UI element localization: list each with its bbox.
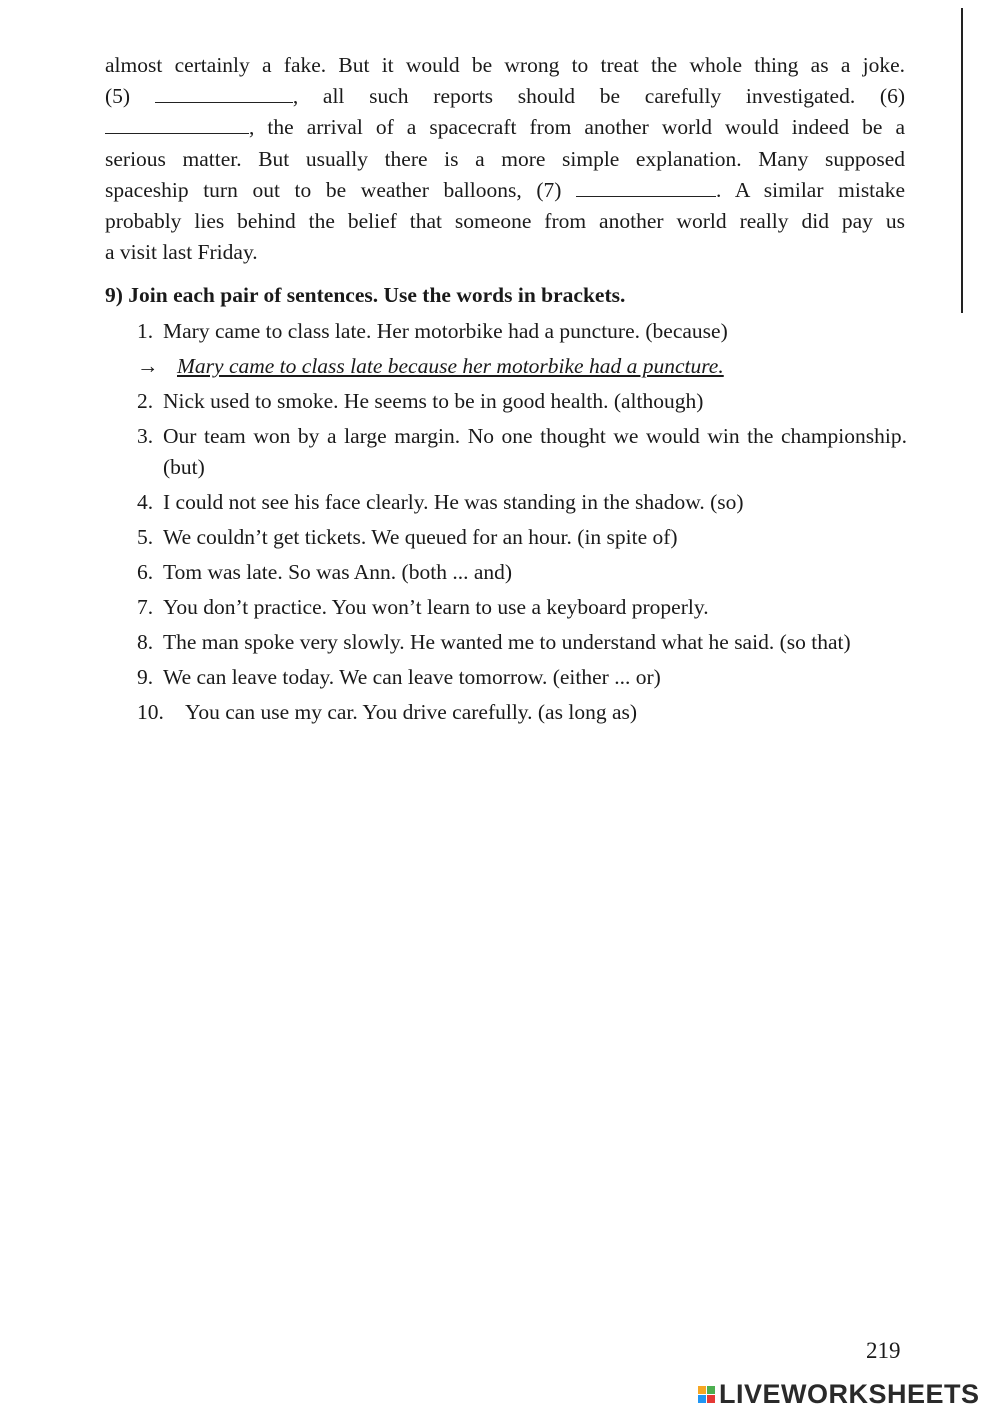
- item-text: We can leave today. We can leave tomorrow. (either ... or): [163, 665, 661, 689]
- item-text: You don’t practice. You won’t learn to use a keyboard properly.: [163, 595, 709, 619]
- exercise-item: [137, 662, 907, 693]
- passage-line: probably lies behind the belief that someone from another world really did pay us: [105, 209, 905, 234]
- item-number: 7.: [137, 595, 154, 619]
- item-text: Our team won by a large margin. No one thought we would win the championship. (but): [163, 424, 907, 479]
- exercise-title: 9) Join each pair of sentences. Use the words in brackets.: [105, 283, 626, 307]
- item-text: You can use my car. You drive carefully. (as long as): [185, 700, 638, 724]
- item-number: 6.: [137, 560, 154, 584]
- item-text: I could not see his face clearly. He was standing in the shadow. (so): [163, 490, 744, 514]
- item-number: 3.: [137, 424, 154, 448]
- exercise-item: [137, 697, 907, 728]
- item-number: 4.: [137, 490, 154, 514]
- logo-grid-icon: [698, 1386, 715, 1403]
- passage-text: , the arrival of a spacecraft from another world would indeed be a: [249, 115, 905, 140]
- exercise-item: [137, 592, 907, 623]
- exercise-item: [137, 557, 907, 588]
- item-text: Mary came to class late. Her motorbike had a puncture. (because): [163, 319, 728, 343]
- passage-text: (5): [105, 84, 155, 109]
- exercise-item: [137, 421, 907, 483]
- item-number: 5.: [137, 525, 154, 549]
- liveworksheets-logo[interactable]: [698, 1379, 980, 1409]
- logo-square: [698, 1386, 706, 1394]
- margin-rule: [961, 8, 963, 313]
- item-number: 10.: [137, 700, 164, 724]
- passage-line: serious matter. But usually there is a more simple explanation. Many supposed: [105, 146, 905, 171]
- passage-line: [105, 175, 905, 206]
- brand-name: LIVEWORKSHEETS: [719, 1378, 980, 1409]
- logo-square: [707, 1386, 715, 1394]
- exercise-list: [137, 316, 907, 732]
- passage-text: . A similar mistake: [716, 177, 905, 202]
- item-number: 1.: [137, 319, 154, 343]
- item-text: The man spoke very slowly. He wanted me to understand what he said. (so that): [163, 630, 851, 654]
- passage-line: [105, 112, 905, 143]
- passage-text: spaceship turn out to be weather balloons, (7): [105, 177, 577, 202]
- exercise-item: [137, 627, 907, 658]
- exercise-item: [137, 386, 907, 417]
- passage-line: almost certainly a fake. But it would be wrong to treat the whole thing as a joke.: [105, 53, 905, 77]
- example-answer: [137, 351, 907, 382]
- exercise-item: [137, 316, 907, 347]
- item-text: Tom was late. So was Ann. (both ... and): [163, 560, 513, 584]
- logo-square: [707, 1395, 715, 1403]
- answer-blank-7[interactable]: [576, 176, 716, 196]
- answer-blank-5[interactable]: [155, 83, 293, 103]
- exercise-item: [137, 487, 907, 518]
- item-number: 9.: [137, 665, 154, 689]
- example-answer-text: Mary came to class late because her motorbike had a puncture.: [177, 354, 724, 378]
- item-number: 2.: [137, 389, 154, 413]
- item-text: We couldn’t get tickets. We queued for an hour. (in spite of): [163, 525, 678, 549]
- passage-text: , all such reports should be carefully investigated. (6): [292, 84, 905, 109]
- answer-blank-6[interactable]: [105, 114, 249, 134]
- passage-line: [105, 81, 905, 112]
- item-text: Nick used to smoke. He seems to be in good health. (although): [163, 389, 704, 413]
- arrow-icon: →: [137, 354, 159, 378]
- page-number: 219: [866, 1338, 901, 1363]
- reading-passage: [105, 50, 905, 268]
- logo-square: [698, 1395, 706, 1403]
- exercise-item: [137, 522, 907, 553]
- item-number: 8.: [137, 630, 154, 654]
- passage-line: a visit last Friday.: [105, 240, 258, 265]
